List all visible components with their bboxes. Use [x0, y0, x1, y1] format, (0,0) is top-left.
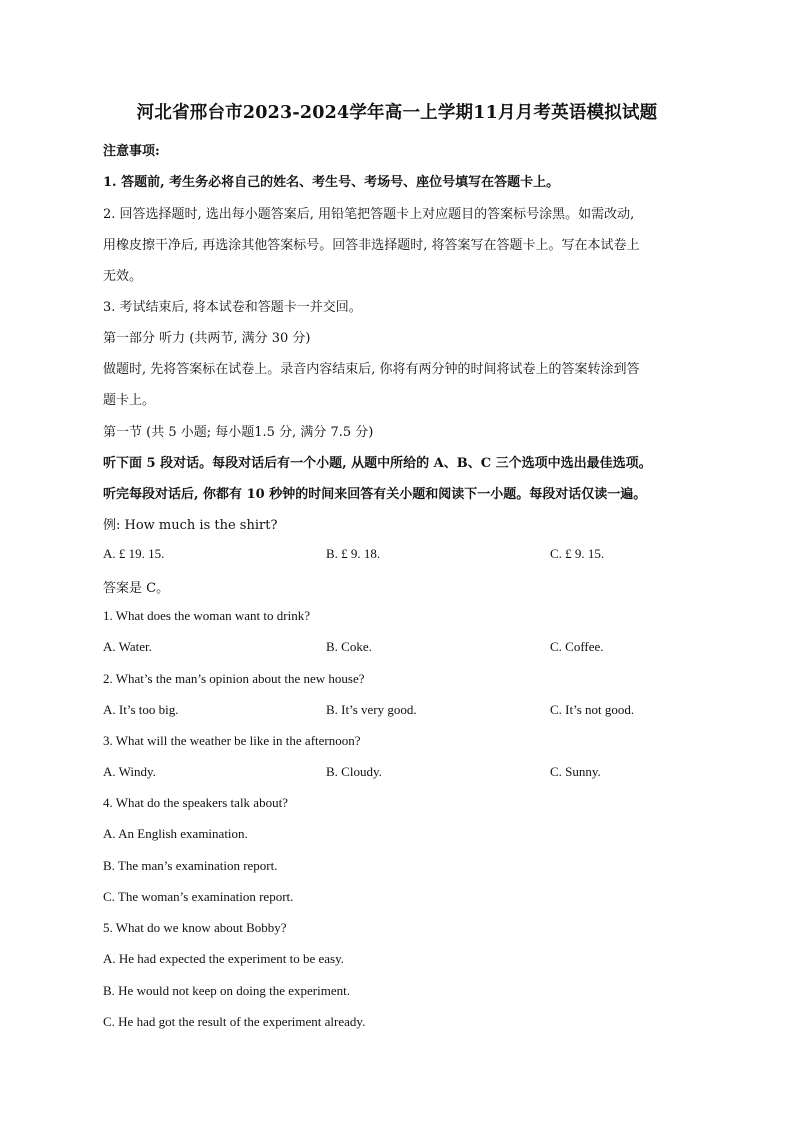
example-answer: 答案是 C。 [103, 581, 170, 596]
exam-title: 河北省邢台市2023-2024学年高一上学期11月月考英语模拟试题 [136, 103, 658, 123]
part1-heading: 第一部分 听力 (共两节, 满分 30 分) [103, 331, 311, 346]
notice-item-2-line-1: 2. 回答选择题时, 选出每小题答案后, 用铅笔把答题卡上对应题目的答案标号涂黑。如需改动, [103, 207, 635, 222]
question-3-option-c: C. Sunny. [550, 764, 601, 779]
question-4-option-c: C. The woman’s examination report. [103, 889, 294, 904]
example-question: 例: How much is the shirt? [103, 518, 278, 533]
question-2-option-c: C. It’s not good. [550, 702, 635, 717]
question-5-option-c: C. He had got the result of the experiment already. [103, 1014, 366, 1029]
question-3: 3. What will the weather be like in the afternoon? [103, 733, 361, 748]
notice-item-2-line-3: 无效。 [103, 269, 143, 284]
notice-item-3: 3. 考试结束后, 将本试卷和答题卡一并交回。 [103, 300, 362, 315]
question-1: 1. What does the woman want to drink? [103, 608, 310, 623]
example-option-b: B. £ 9. 18. [326, 546, 381, 561]
notice-item-1: 1. 答题前, 考生务必将自己的姓名、考生号、考场号、座位号填写在答题卡上。 [103, 175, 560, 190]
section1-heading: 第一节 (共 5 小题; 每小题1.5 分, 满分 7.5 分) [103, 425, 374, 440]
part1-intro-line-1: 做题时, 先将答案标在试卷上。录音内容结束后, 你将有两分钟的时间将试卷上的答案转涂到答 [103, 362, 640, 377]
example-option-c: C. £ 9. 15. [550, 546, 605, 561]
question-1-option-a: A. Water. [103, 639, 152, 654]
question-4: 4. What do the speakers talk about? [103, 795, 288, 810]
question-5: 5. What do we know about Bobby? [103, 920, 287, 935]
question-3-option-a: A. Windy. [103, 764, 156, 779]
question-3-option-b: B. Cloudy. [326, 764, 382, 779]
question-2-option-a: A. It’s too big. [103, 702, 179, 717]
part1-intro-line-2: 题卡上。 [103, 393, 156, 408]
question-4-option-b: B. The man’s examination report. [103, 858, 278, 873]
question-2: 2. What’s the man’s opinion about the new house? [103, 671, 365, 686]
question-1-option-b: B. Coke. [326, 639, 372, 654]
question-4-option-a: A. An English examination. [103, 826, 248, 841]
section1-instruction-line-1: 听下面 5 段对话。每段对话后有一个小题, 从题中所给的 A、B、C 三个选项中选出最佳选项。 [103, 456, 652, 471]
example-option-a: A. £ 19. 15. [103, 546, 165, 561]
question-2-option-b: B. It’s very good. [326, 702, 417, 717]
notice-heading: 注意事项: [103, 144, 160, 159]
notice-item-2-line-2: 用橡皮擦干净后, 再选涂其他答案标号。回答非选择题时, 将答案写在答题卡上。写在本试卷上 [103, 238, 640, 253]
question-5-option-a: A. He had expected the experiment to be easy. [103, 951, 345, 966]
question-5-option-b: B. He would not keep on doing the experiment. [103, 983, 350, 998]
section1-instruction-line-2: 听完每段对话后, 你都有 10 秒钟的时间来回答有关小题和阅读下一小题。每段对话仅读一遍。 [103, 487, 647, 502]
question-1-option-c: C. Coffee. [550, 639, 604, 654]
